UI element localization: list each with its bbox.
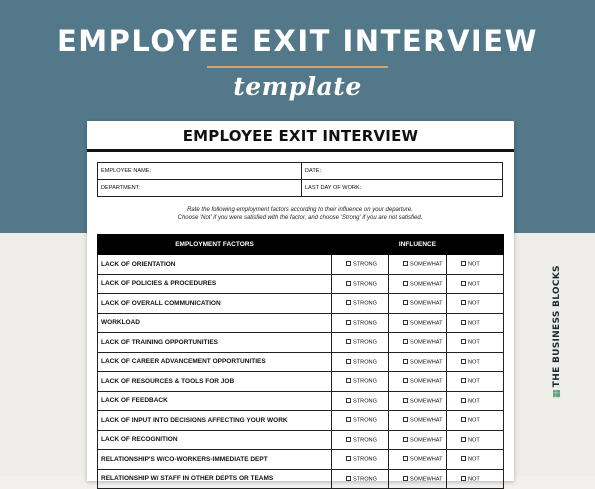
option-label: SOMEWHAT — [410, 281, 443, 287]
checkbox-icon[interactable] — [461, 359, 466, 364]
checkbox-icon[interactable] — [461, 398, 466, 403]
header-employment-factors: EMPLOYMENT FACTORS — [98, 235, 332, 255]
banner-title: EMPLOYEE EXIT INTERVIEW — [56, 24, 539, 58]
option-label: STRONG — [353, 359, 377, 365]
option-label: STRONG — [353, 417, 377, 424]
option-not[interactable] — [447, 352, 504, 372]
option-strong[interactable] — [332, 430, 389, 450]
factor-label: LACK OF TRAINING OPPORTUNITIES — [98, 333, 332, 353]
checkbox-icon[interactable] — [346, 398, 351, 403]
option-somewhat[interactable] — [389, 352, 447, 372]
option-somewhat[interactable] — [389, 255, 447, 275]
checkbox-icon[interactable] — [461, 378, 466, 383]
checkbox-icon[interactable] — [461, 476, 466, 481]
title-divider — [87, 149, 514, 152]
option-label: SOMEWHAT — [410, 437, 443, 443]
option-strong[interactable] — [332, 313, 389, 333]
option-label: NOT — [468, 398, 480, 404]
option-strong[interactable] — [332, 352, 389, 372]
factor-label: RELATIONSHIP W/ STAFF IN OTHER DEPTS OR TEAMS — [98, 469, 332, 489]
option-label: NOT — [468, 456, 480, 463]
option-strong[interactable] — [332, 372, 389, 392]
option-somewhat[interactable] — [389, 274, 447, 294]
checkbox-icon[interactable] — [403, 378, 408, 383]
checkbox-icon[interactable] — [403, 359, 408, 364]
factor-label: LACK OF ORIENTATION — [98, 255, 332, 275]
option-label: SOMEWHAT — [410, 398, 443, 404]
checkbox-icon[interactable] — [346, 339, 351, 344]
option-strong[interactable] — [332, 411, 389, 431]
document-page — [87, 121, 514, 481]
factor-label: LACK OF POLICIES & PROCEDURES — [98, 274, 332, 294]
last-day-field[interactable]: LAST DAY OF WORK: — [302, 180, 503, 197]
option-strong[interactable] — [332, 333, 389, 353]
table-row — [98, 450, 504, 470]
checkbox-icon[interactable] — [461, 437, 466, 442]
option-not[interactable] — [447, 469, 504, 489]
checkbox-icon[interactable] — [403, 261, 408, 266]
option-somewhat[interactable] — [389, 411, 447, 431]
header-influence: INFLUENCE — [332, 235, 504, 255]
table-row — [98, 372, 504, 392]
checkbox-icon[interactable] — [461, 300, 466, 305]
option-label: SOMEWHAT — [410, 378, 443, 385]
option-not[interactable] — [447, 333, 504, 353]
option-somewhat[interactable] — [389, 294, 447, 314]
checkbox-icon[interactable] — [346, 300, 351, 305]
table-row — [98, 255, 504, 275]
option-not[interactable] — [447, 294, 504, 314]
option-label: NOT — [468, 261, 480, 268]
option-label: SOMEWHAT — [410, 417, 443, 424]
brand-logo — [552, 265, 562, 398]
factor-label: RELATIONSHIP'S W/CO-WORKERS-IMMEDIATE DEPT — [98, 450, 332, 470]
option-label: STRONG — [353, 437, 377, 443]
checkbox-icon[interactable] — [346, 281, 351, 286]
checkbox-icon[interactable] — [403, 456, 408, 461]
option-label: SOMEWHAT — [410, 261, 443, 268]
checkbox-icon[interactable] — [461, 456, 466, 461]
banner-subtitle: template — [233, 72, 362, 101]
option-not[interactable] — [447, 274, 504, 294]
table-row — [98, 313, 504, 333]
option-label: STRONG — [353, 456, 377, 463]
table-row — [98, 274, 504, 294]
brand-name: THE BUSINESS BLOCKS — [552, 265, 562, 388]
checkbox-icon[interactable] — [403, 437, 408, 442]
instructions-line-2: Choose 'Not' if you were satisfied with the factor, and choose 'Strong' if you are not satisfied. — [177, 215, 423, 221]
employee-info-table — [97, 162, 503, 197]
factor-label: LACK OF CAREER ADVANCEMENT OPPORTUNITIES — [98, 352, 332, 372]
checkbox-icon[interactable] — [461, 339, 466, 344]
checkbox-icon[interactable] — [346, 261, 351, 266]
checkbox-icon[interactable] — [461, 417, 466, 422]
checkbox-icon[interactable] — [461, 281, 466, 286]
option-label: SOMEWHAT — [410, 456, 443, 463]
option-not[interactable] — [447, 430, 504, 450]
option-label: NOT — [468, 339, 480, 346]
blocks-icon: ▦ — [552, 389, 562, 398]
checkbox-icon[interactable] — [346, 417, 351, 422]
factor-label: WORKLOAD — [98, 313, 332, 333]
table-row — [98, 333, 504, 353]
option-label: SOMEWHAT — [410, 359, 443, 365]
table-row — [98, 352, 504, 372]
option-label: NOT — [468, 320, 480, 326]
option-somewhat[interactable] — [389, 313, 447, 333]
document-title: EMPLOYEE EXIT INTERVIEW — [182, 127, 419, 145]
factor-label: LACK OF FEEDBACK — [98, 391, 332, 411]
option-not[interactable] — [447, 450, 504, 470]
option-not[interactable] — [447, 313, 504, 333]
option-somewhat[interactable] — [389, 430, 447, 450]
checkbox-icon[interactable] — [403, 476, 408, 481]
option-label: STRONG — [353, 320, 377, 326]
option-label: NOT — [468, 378, 480, 385]
option-label: NOT — [468, 359, 480, 365]
checkbox-icon[interactable] — [346, 320, 351, 325]
option-somewhat[interactable] — [389, 372, 447, 392]
option-strong[interactable] — [332, 255, 389, 275]
option-label: SOMEWHAT — [410, 339, 443, 346]
option-label: STRONG — [353, 476, 377, 482]
department-field[interactable]: DEPARTMENT: — [98, 180, 302, 197]
option-label: STRONG — [353, 300, 377, 307]
option-label: NOT — [468, 437, 480, 443]
factor-label: LACK OF OVERALL COMMUNICATION — [98, 294, 332, 314]
option-not[interactable] — [447, 391, 504, 411]
option-label: STRONG — [353, 339, 377, 346]
checkbox-icon[interactable] — [346, 456, 351, 461]
checkbox-icon[interactable] — [346, 378, 351, 383]
option-not[interactable] — [447, 372, 504, 392]
employee-name-field[interactable]: EMPLOYEE NAME: — [98, 163, 302, 180]
checkbox-icon[interactable] — [403, 320, 408, 325]
option-label: SOMEWHAT — [410, 300, 443, 307]
option-label: STRONG — [353, 398, 377, 404]
checkbox-icon[interactable] — [461, 320, 466, 325]
option-strong[interactable] — [332, 274, 389, 294]
table-row — [98, 294, 504, 314]
factor-label: LACK OF INPUT INTO DECISIONS AFFECTING YOUR WORK — [98, 411, 332, 431]
option-strong[interactable] — [332, 469, 389, 489]
instructions-line-1: Rate the following employment factors according to their influence on your departure. — [187, 207, 413, 213]
checkbox-icon[interactable] — [403, 417, 408, 422]
checkbox-icon[interactable] — [461, 261, 466, 266]
checkbox-icon[interactable] — [403, 398, 408, 403]
checkbox-icon[interactable] — [346, 359, 351, 364]
option-somewhat[interactable] — [389, 391, 447, 411]
option-not[interactable] — [447, 255, 504, 275]
option-strong[interactable] — [332, 450, 389, 470]
option-somewhat[interactable] — [389, 333, 447, 353]
option-strong[interactable] — [332, 294, 389, 314]
option-strong[interactable] — [332, 391, 389, 411]
option-label: SOMEWHAT — [410, 476, 443, 482]
checkbox-icon[interactable] — [403, 281, 408, 286]
table-row — [98, 391, 504, 411]
checkbox-icon[interactable] — [403, 339, 408, 344]
option-label: NOT — [468, 281, 480, 287]
option-label: STRONG — [353, 281, 377, 287]
option-label: STRONG — [353, 378, 377, 385]
date-field[interactable]: DATE: — [302, 163, 503, 180]
option-label: NOT — [468, 300, 480, 307]
option-not[interactable] — [447, 411, 504, 431]
factor-label: LACK OF RECOGNITION — [98, 430, 332, 450]
instructions — [97, 206, 503, 222]
table-row — [98, 430, 504, 450]
option-somewhat[interactable] — [389, 450, 447, 470]
table-row — [98, 411, 504, 431]
factors-table — [97, 234, 504, 489]
checkbox-icon[interactable] — [346, 437, 351, 442]
option-label: SOMEWHAT — [410, 320, 443, 326]
checkbox-icon[interactable] — [403, 300, 408, 305]
factor-label: LACK OF RESOURCES & TOOLS FOR JOB — [98, 372, 332, 392]
option-label: NOT — [468, 417, 480, 424]
banner-divider — [207, 66, 388, 68]
checkbox-icon[interactable] — [346, 476, 351, 481]
option-somewhat[interactable] — [389, 469, 447, 489]
option-label: STRONG — [353, 261, 377, 268]
table-row — [98, 469, 504, 489]
option-label: NOT — [468, 476, 480, 482]
